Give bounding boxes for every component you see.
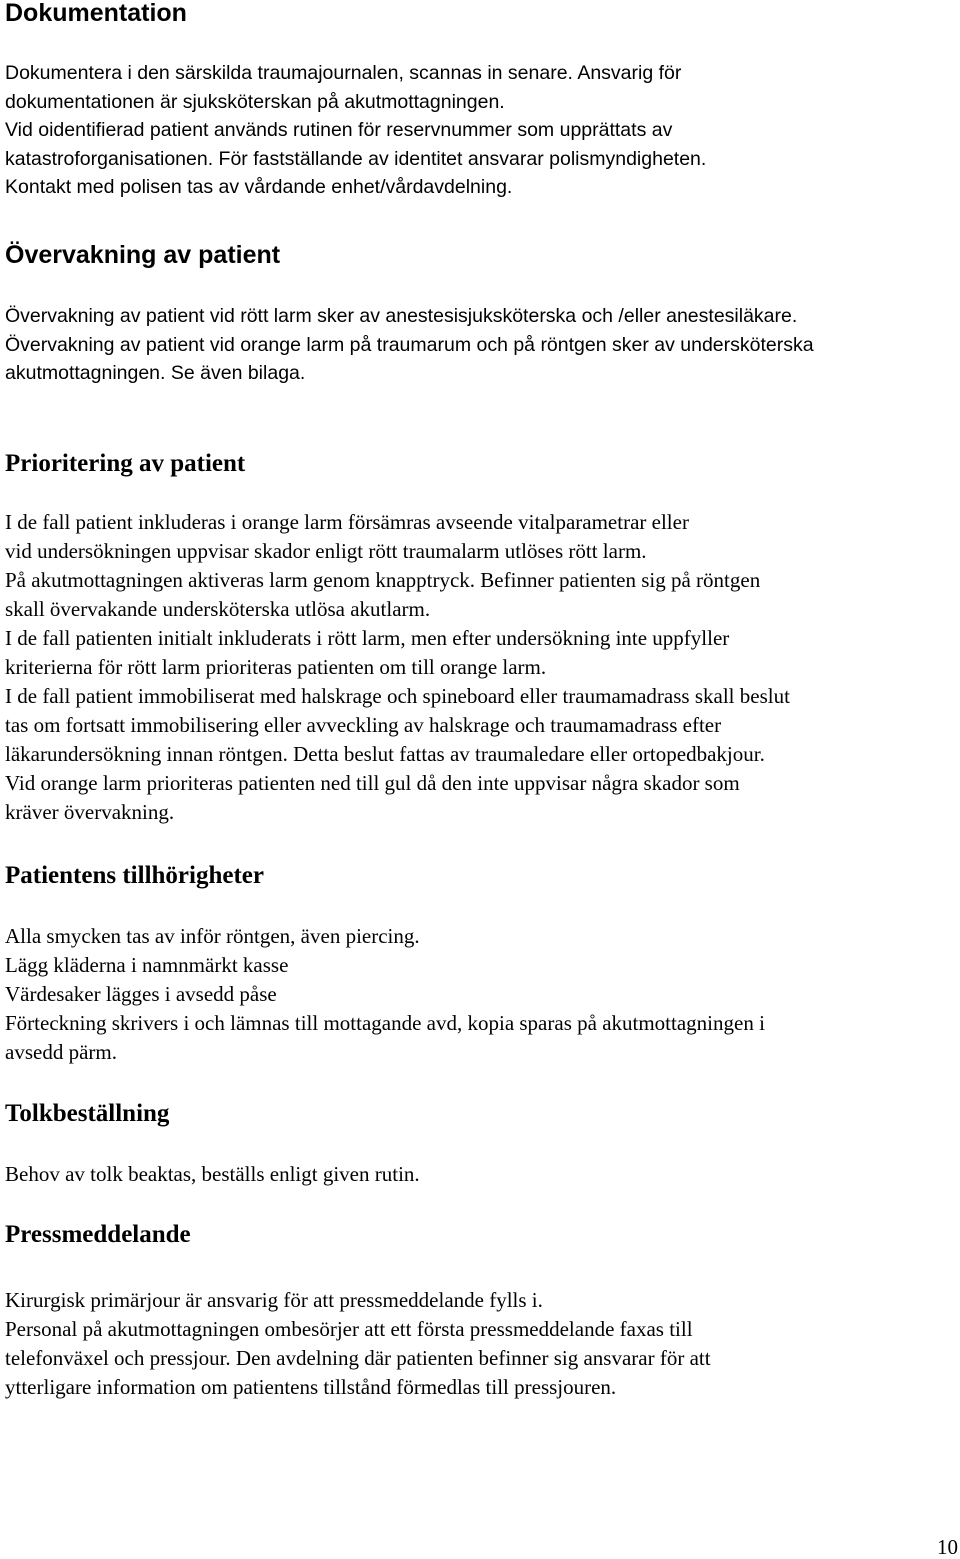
text-line: Vid oidentifierad patient används rutinen för reservnummer som upprättats av — [5, 119, 673, 141]
text-line: kriterierna för rött larm prioriteras patienten om till orange larm. — [5, 655, 547, 679]
text-line: tas om fortsatt immobilisering eller avveckling av halskrage och traumamadrass efter — [5, 713, 722, 737]
text-line: akutmottagningen. Se även bilaga. — [5, 362, 306, 384]
page-number: 10 — [937, 1535, 958, 1559]
heading-overvakning: Övervakning av patient — [5, 241, 281, 269]
paragraph-prioritering — [5, 508, 954, 827]
text-line: I de fall patienten initialt inkluderats i rött larm, men efter undersökning inte uppfyller — [5, 626, 730, 650]
text-line: Övervakning av patient vid orange larm på traumarum och på röntgen sker av undersköterska — [5, 333, 814, 356]
text-line: I de fall patient inkluderas i orange larm försämras avseende vitalparametrar eller — [5, 510, 689, 534]
text-line: dokumentationen är sjuksköterskan på akutmottagningen. — [5, 90, 505, 113]
text-line: Övervakning av patient vid rött larm sker av anestesisjuksköterska och /eller anestesiläkare. — [5, 305, 798, 327]
heading-press: Pressmeddelande — [5, 1221, 191, 1248]
text-line: Kirurgisk primärjour är ansvarig för att pressmeddelande fylls i. — [5, 1288, 543, 1312]
text-line: ytterligare information om patientens tillstånd förmedlas till pressjouren. — [5, 1375, 617, 1399]
paragraph-overvakning — [5, 302, 954, 388]
heading-dokumentation: Dokumentation — [5, 0, 187, 27]
text-line: Behov av tolk beaktas, beställs enligt given rutin. — [5, 1162, 420, 1186]
heading-tillhorigheter: Patientens tillhörigheter — [5, 862, 264, 889]
text-line: vid undersökningen uppvisar skador enligt rött traumalarm utlöses rött larm. — [5, 539, 647, 563]
text-line: läkarundersökning innan röntgen. Detta beslut fattas av traumaledare eller ortopedbakjour. — [5, 742, 765, 766]
text-line: Lägg kläderna i namnmärkt kasse — [5, 953, 289, 977]
text-line: Dokumentera i den särskilda traumajournalen, scannas in senare. Ansvarig för — [5, 62, 682, 84]
text-line: Kontakt med polisen tas av vårdande enhet/vårdavdelning. — [5, 176, 513, 198]
text-line: katastroforganisationen. För fastställande av identitet ansvarar polismyndigheten. — [5, 147, 707, 170]
paragraph-tillhorigheter — [5, 922, 954, 1067]
text-line: På akutmottagningen aktiveras larm genom knapptryck. Befinner patienten sig på röntgen — [5, 568, 761, 592]
paragraph-dokumentation — [5, 59, 954, 202]
text-line: Värdesaker lägges i avsedd påse — [5, 982, 277, 1006]
heading-tolk: Tolkbeställning — [5, 1100, 170, 1127]
text-line: telefonväxel och pressjour. Den avdelning där patienten befinner sig ansvarar för att — [5, 1346, 711, 1370]
heading-prioritering: Prioritering av patient — [5, 450, 246, 477]
text-line: Förteckning skrivers i och lämnas till mottagande avd, kopia sparas på akutmottagningen i — [5, 1011, 765, 1035]
text-line: kräver övervakning. — [5, 800, 175, 824]
text-line: I de fall patient immobiliserat med halskrage och spineboard eller traumamadrass skall beslut — [5, 684, 790, 708]
text-line: Vid orange larm prioriteras patienten ned till gul då den inte uppvisar några skador som — [5, 771, 740, 795]
text-line: Personal på akutmottagningen ombesörjer att ett första pressmeddelande faxas till — [5, 1317, 693, 1341]
text-line: avsedd pärm. — [5, 1040, 117, 1064]
paragraph-press — [5, 1286, 954, 1402]
text-line: skall övervakande undersköterska utlösa akutlarm. — [5, 597, 431, 621]
text-line: Alla smycken tas av inför röntgen, även piercing. — [5, 924, 420, 948]
paragraph-tolk — [5, 1160, 954, 1189]
